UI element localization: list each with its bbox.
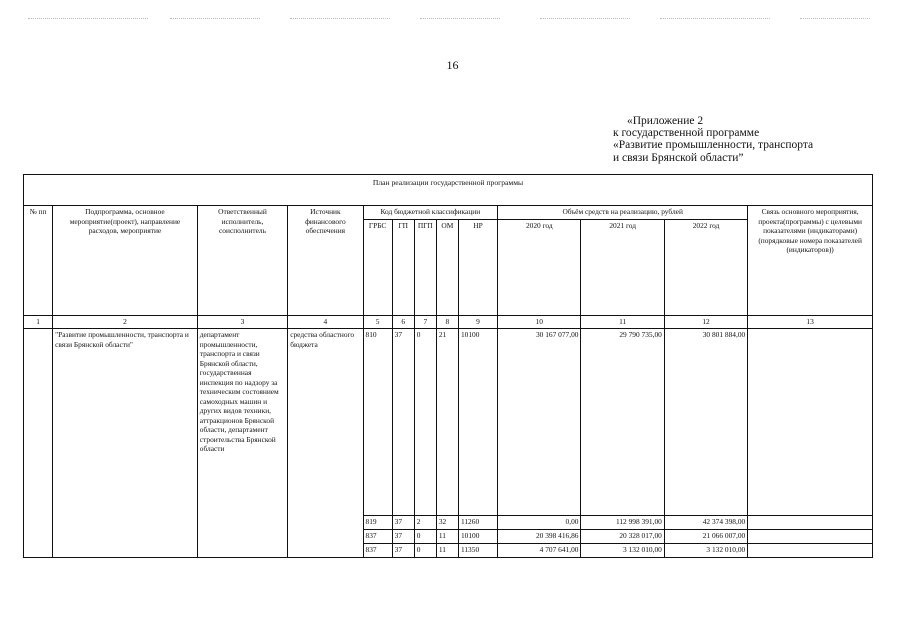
cell-nr: 11260	[458, 516, 497, 530]
cell-2021: 112 998 391,00	[581, 516, 664, 530]
cell-om: 11	[436, 530, 458, 544]
cell-2022: 3 132 010,00	[664, 544, 747, 558]
appendix-line-3: «Развитие промышленности, транспорта	[613, 139, 814, 152]
scan-artifact	[28, 18, 148, 19]
appendix-header	[613, 115, 813, 164]
cell-pgp: 2	[414, 516, 436, 530]
cell-grbs: 837	[363, 544, 392, 558]
cell-link	[748, 530, 873, 544]
header-subprogram: Подпрограмма, основное мероприятие(проект), направление расходов, мероприятие	[53, 206, 198, 316]
cell-pgp: 0	[414, 329, 436, 516]
scan-artifact	[420, 18, 500, 19]
appendix-line-2: к государственной программе	[613, 127, 760, 140]
page-number: 16	[446, 58, 459, 72]
cell-pgp: 0	[414, 530, 436, 544]
cell-nr: 11350	[458, 544, 497, 558]
cell-pgp: 0	[414, 544, 436, 558]
cell-2021: 29 790 735,00	[581, 329, 664, 516]
cell-link	[748, 544, 873, 558]
col-number: 11	[581, 316, 664, 329]
col-number: 8	[436, 316, 458, 329]
header-2021: 2021 год	[581, 220, 664, 316]
cell-2022: 42 374 398,00	[664, 516, 747, 530]
header-2022: 2022 год	[664, 220, 747, 316]
header-num: № пп	[24, 206, 53, 316]
cell-2022: 30 801 884,00	[664, 329, 747, 516]
cell-source: средства областного бюджета	[288, 329, 363, 558]
col-number: 1	[24, 316, 53, 329]
appendix-line-1: «Приложение 2	[627, 115, 704, 127]
header-link: Связь основного мероприятия, проекта(программы) с целевыми показателями (индикаторами) (порядковые номера показателей (индикаторов))	[748, 206, 873, 316]
header-2020: 2020 год	[498, 220, 581, 316]
cell-2020: 20 398 416,86	[498, 530, 581, 544]
cell-grbs: 810	[363, 329, 392, 516]
cell-gp: 37	[392, 516, 414, 530]
cell-nr: 10100	[458, 530, 497, 544]
header-grbs: ГРБС	[363, 220, 392, 316]
cell-executor: департамент промышленности, транспорта и связи Брянской области, государственная инспекция по надзору за техническим состоянием самоходных машин и других видов техники, аттракционов Брянской области, департамент строительства Брянской области	[197, 329, 287, 558]
col-number: 13	[748, 316, 873, 329]
column-numbers-row	[24, 316, 873, 329]
cell-om: 21	[436, 329, 458, 516]
cell-subprogram: "Развитие промышленности, транспорта и связи Брянской области"	[53, 329, 198, 558]
header-om: ОМ	[436, 220, 458, 316]
cell-2020: 0,00	[498, 516, 581, 530]
header-pgp: ПГП	[414, 220, 436, 316]
cell-gp: 37	[392, 530, 414, 544]
cell-om: 11	[436, 544, 458, 558]
appendix-line-4: и связи Брянской области”	[613, 151, 744, 164]
cell-link	[748, 516, 873, 530]
header-funds: Объём средств на реализацию, рублей	[498, 206, 748, 220]
cell-2021: 3 132 010,00	[581, 544, 664, 558]
col-number: 10	[498, 316, 581, 329]
table-row	[24, 329, 873, 516]
cell-2022: 21 066 007,00	[664, 530, 747, 544]
scan-artifact	[170, 18, 260, 19]
header-nr: НР	[458, 220, 497, 316]
col-number: 5	[363, 316, 392, 329]
cell-num	[24, 329, 53, 558]
cell-link	[748, 329, 873, 516]
table-title: План реализации государственной программы	[24, 175, 873, 206]
col-number: 6	[392, 316, 414, 329]
cell-gp: 37	[392, 329, 414, 516]
plan-table	[23, 174, 873, 558]
cell-grbs: 819	[363, 516, 392, 530]
col-number: 3	[197, 316, 287, 329]
cell-om: 32	[436, 516, 458, 530]
col-number: 9	[458, 316, 497, 329]
cell-gp: 37	[392, 544, 414, 558]
scan-artifact	[660, 18, 770, 19]
col-number: 7	[414, 316, 436, 329]
header-executor: Ответственный исполнитель, соисполнитель	[197, 206, 287, 316]
col-number: 12	[664, 316, 747, 329]
scan-artifact	[800, 18, 870, 19]
cell-2021: 20 328 017,00	[581, 530, 664, 544]
header-gp: ГП	[392, 220, 414, 316]
scan-artifact	[290, 18, 390, 19]
cell-2020: 4 707 641,00	[498, 544, 581, 558]
cell-nr: 10100	[458, 329, 497, 516]
cell-grbs: 837	[363, 530, 392, 544]
header-source: Источник финансового обеспечения	[288, 206, 363, 316]
cell-2020: 30 167 077,00	[498, 329, 581, 516]
scan-artifact	[540, 18, 630, 19]
col-number: 2	[53, 316, 198, 329]
header-budget-code: Код бюджетной классификации	[363, 206, 498, 220]
col-number: 4	[288, 316, 363, 329]
